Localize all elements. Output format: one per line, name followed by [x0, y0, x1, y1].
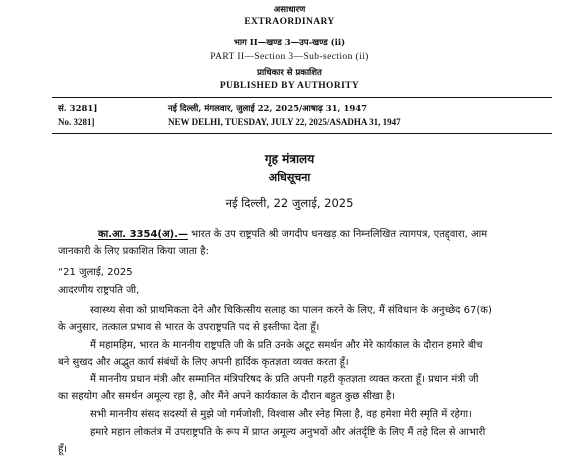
extraordinary-hindi: असाधारण — [273, 5, 306, 15]
authority-english: PUBLISHED BY AUTHORITY — [219, 81, 360, 91]
authority-hindi: प्राधिकार से प्रकाशित — [257, 68, 322, 78]
bottom-rule — [52, 133, 552, 134]
top-rule — [52, 97, 552, 98]
letter-date: “21 जुलाई, 2025 — [58, 267, 133, 278]
issue-place-date-hindi: नई दिल्ली, मंगलवार, जुलाई 22, 2025/आषाढ़ 31, 1947 — [168, 104, 368, 114]
body-line: का सहयोग और समर्थन अमूल्य रहा है, और मैंने अपने कार्यकाल के दौरान बहुत कुछ सीखा है। — [58, 391, 395, 402]
body-line: सभी माननीय संसद सदस्यों से मुझे जो गर्मजोशी, विश्वास और स्नेह मिला है, वह हमेशा मेरी स्मृति में रहेगा। — [90, 409, 472, 420]
body-line: मैं महामहिम, भारत के माननीय राष्ट्रपति जी के प्रति उनके अटूट समर्थन और मेरे कार्यकाल के दौरान हमारे बीच — [90, 340, 483, 351]
ministry-title: गृह मंत्रालय — [264, 152, 315, 166]
issue-number-english: No. 3281] — [58, 117, 95, 127]
body-line: स्वास्थ्य सेवा को प्राथमिकता देने और चिकित्सीय सलाह का पालन करने के लिए, मैं संविधान के अनुच्छेद 67(क) — [90, 305, 492, 316]
body-text: भारत के उप राष्ट्रपति श्री जगदीप धनखड़ का निम्नलिखित त्यागपत्र, एतद्द्वारा, आम — [191, 229, 488, 240]
notification-reference: का.आ. 3354(अ).— — [98, 229, 188, 240]
notification-place-date: नई दिल्ली, 22 जुलाई, 2025 — [225, 196, 354, 210]
body-line: बने सुखद और अद्भुत कार्य संबंधों के लिए अपनी हार्दिक कृतज्ञता व्यक्त करता हूँ। — [58, 357, 349, 368]
issue-number-hindi: सं. 3281] — [58, 104, 98, 114]
letter-salutation: आदरणीय राष्ट्रपति जी, — [58, 285, 140, 296]
issue-place-date-english: NEW DELHI, TUESDAY, JULY 22, 2025/ASADHA 31, 1947 — [168, 117, 401, 127]
notification-title: अधिसूचना — [268, 171, 311, 184]
body-line: हूँ। — [58, 444, 68, 455]
extraordinary-english: EXTRAORDINARY — [244, 17, 335, 27]
body-line: हमारे महान लोकतंत्र में उपराष्ट्रपति के रूप में प्राप्त अमूल्य अनुभवों और अंतर्दृष्टि के लिए मैं तहे दिल से आभारी — [90, 427, 486, 438]
body-line: जानकारी के लिए प्रकाशित किया जाता है: — [58, 246, 209, 257]
body-line: मैं माननीय प्रधान मंत्री और सम्मानित मंत्रिपरिषद के प्रति अपनी गहरी कृतज्ञता व्यक्त करता हूँ। प्रधान मंत्री जी — [90, 374, 479, 385]
body-line — [98, 226, 487, 240]
part-english: PART II—Section 3—Sub-section (ii) — [210, 52, 369, 62]
body-line: के अनुसार, तत्काल प्रभाव से भारत के उपराष्ट्रपति पद से इस्तीफा देता हूँ। — [58, 322, 320, 333]
part-hindi: भाग II—खण्ड 3—उप-खण्ड (ii) — [233, 38, 346, 48]
